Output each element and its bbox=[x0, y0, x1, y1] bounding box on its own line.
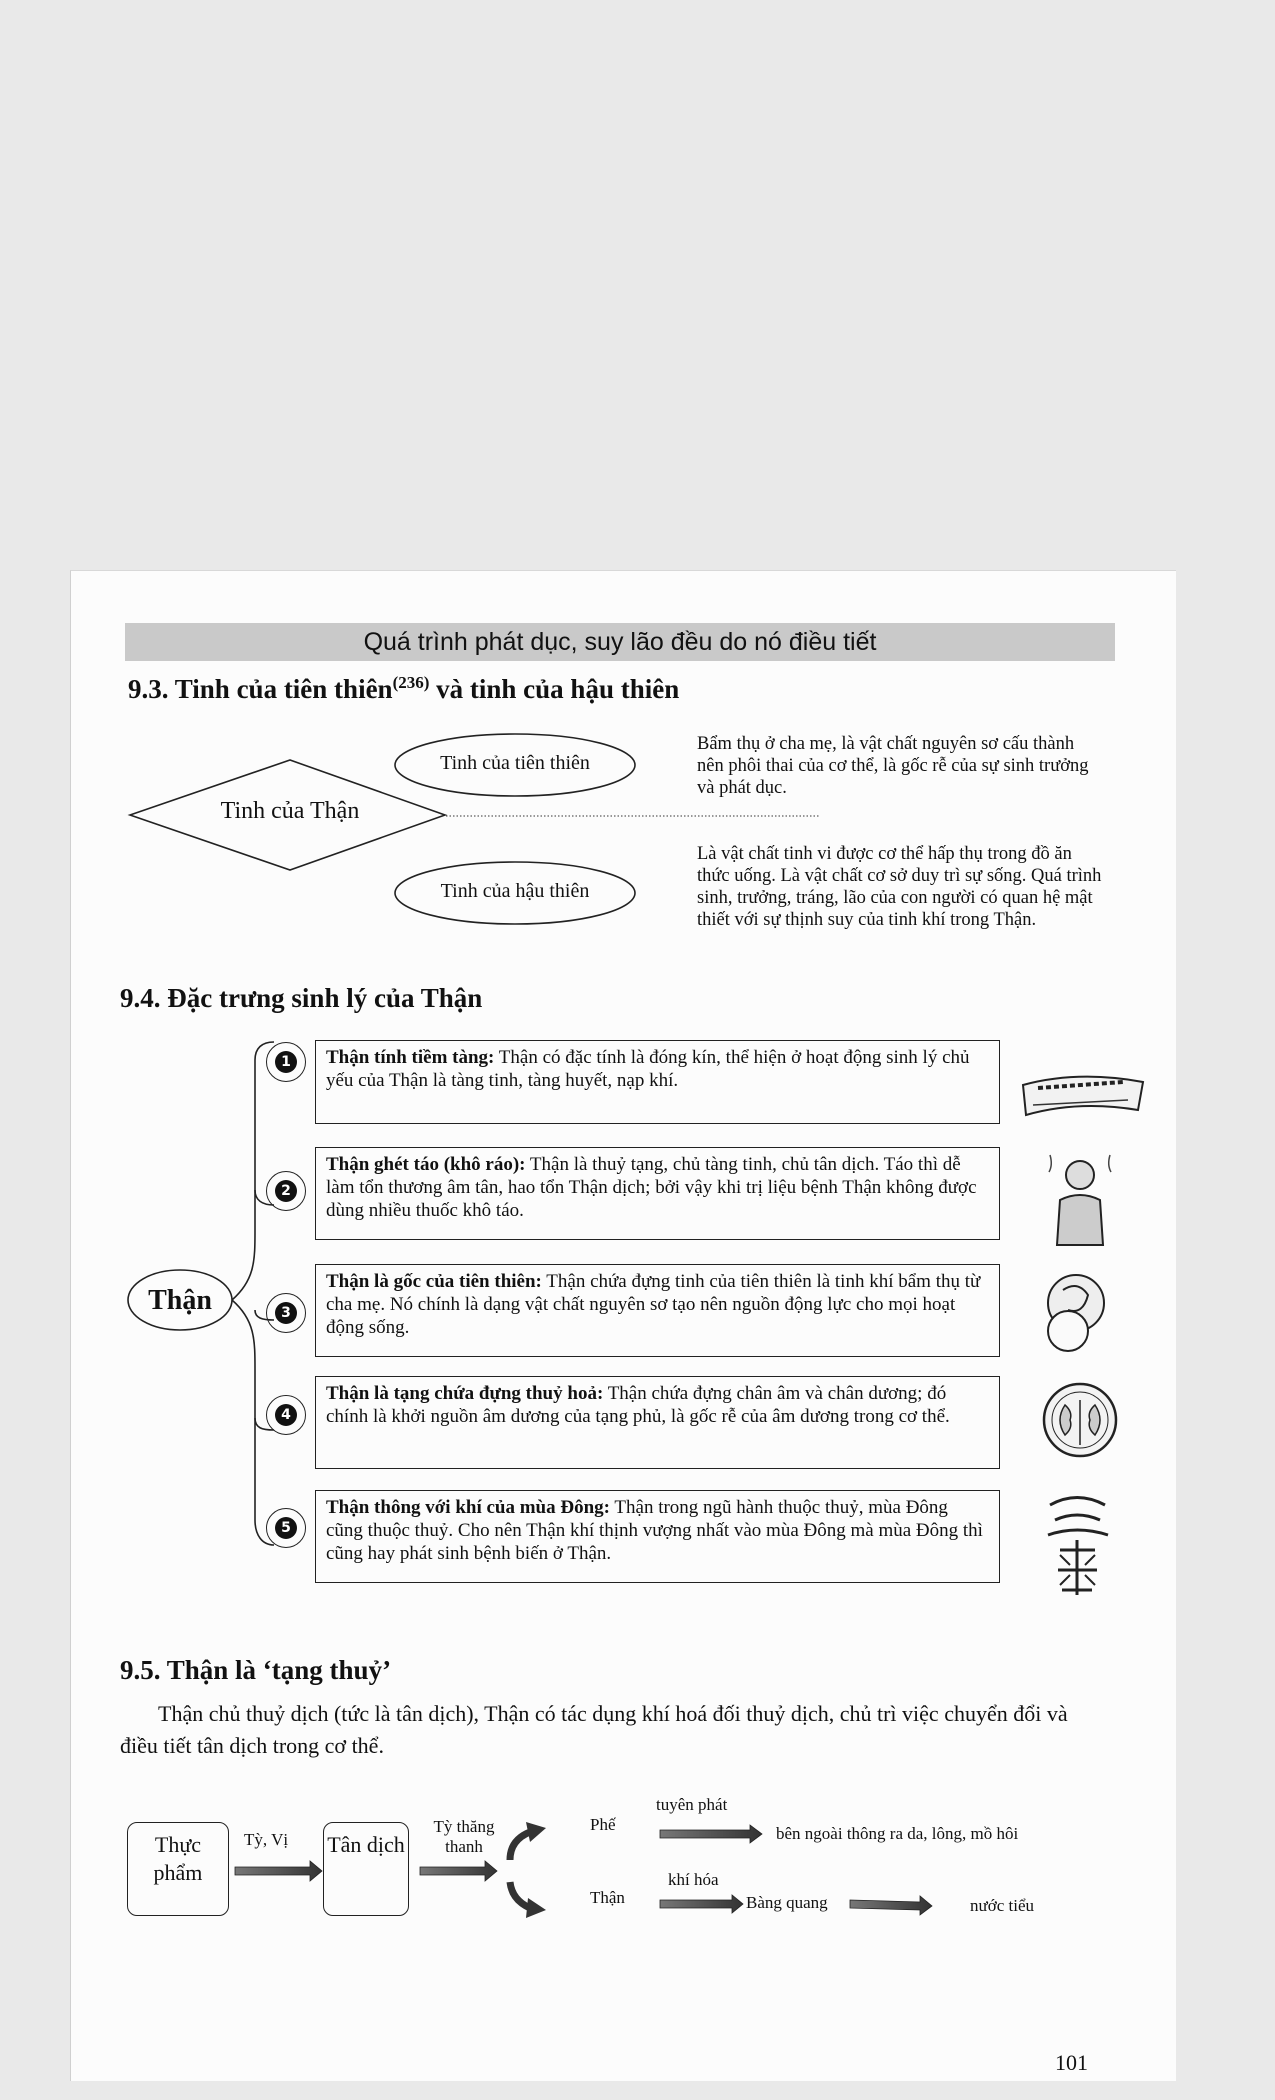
trait-box-5: Thận thông với khí của mùa Đông: Thận trong ngũ hành thuộc thuỷ, mùa Đông cũng thuộc thuỷ. Cho nên Thận khí thịnh vượng nhất vào mùa Đông mà mùa Đông thì cũng hay phát sinh bệnh biến ở Thận. bbox=[315, 1490, 1000, 1583]
number-badge-1: 1 bbox=[266, 1042, 306, 1082]
heading-9-3-main: 9.3. Tinh của tiên thiên bbox=[128, 674, 393, 704]
label-ben-ngoai: bên ngoài thông ra da, lông, mồ hôi bbox=[776, 1824, 1019, 1843]
flow-box-tan-dich: Tân dịch bbox=[323, 1822, 409, 1916]
heading-9-3-footnote: (236) bbox=[392, 673, 430, 692]
trait-box-4: Thận là tạng chứa đựng thuỷ hoả: Thận chứa đựng chân âm và chân dương; đó chính là khởi nguồn âm dương của tạng phủ, là gốc rễ của âm dương trong cơ thể. bbox=[315, 1376, 1000, 1469]
kidney-icon bbox=[1040, 1380, 1120, 1460]
ellipse-hau-thien-label: Tinh của hậu thiên bbox=[440, 880, 590, 902]
number-badge-3: 3 bbox=[266, 1293, 306, 1333]
label-khi-hoa: khí hóa bbox=[668, 1870, 719, 1889]
ellipse-tien-thien-label: Tinh của tiên thiên bbox=[440, 752, 590, 774]
section-9-5-paragraph: Thận chủ thuỷ dịch (tức là tân dịch), Thận có tác dụng khí hoá đối thuỷ dịch, chủ trì việc chuyển đổi và điều tiết tân dịch trong cơ thể. bbox=[120, 1701, 1068, 1758]
embryo-icon bbox=[1038, 1265, 1118, 1360]
label-than: Thận bbox=[590, 1888, 625, 1907]
page-number: 101 bbox=[1055, 2050, 1088, 2075]
trait-box-2: Thận ghét táo (khô ráo): Thận là thuỷ tạng, chủ tàng tinh, chủ tân dịch. Táo thì dễ làm tổn thương âm tân, hao tổn Thận dịch; bởi vậy khi trị liệu bệnh Thận không được dùng nhiều thuốc khô táo. bbox=[315, 1147, 1000, 1240]
root-label: Thận bbox=[148, 1285, 212, 1316]
section-banner: Quá trình phát dục, suy lão đều do nó điều tiết bbox=[125, 623, 1115, 661]
label-ty-thang-thanh: Tỳ thăng thanh bbox=[433, 1817, 495, 1856]
trait-box-1: Thận tính tiềm tàng: Thận có đặc tính là đóng kín, thể hiện ở hoạt động sinh lý chủ yếu của Thận là tàng tinh, tàng huyết, nạp khí. bbox=[315, 1040, 1000, 1124]
label-nuoc-tieu: nước tiểu bbox=[970, 1896, 1034, 1915]
desc-hau-thien: Là vật chất tinh vi được cơ thể hấp thụ trong đồ ăn thức uống. Là vật chất cơ sở duy trì sự sống. Quá trình sinh, trưởng, tráng, lão của con người có quan hệ mật thiết với sự thịnh suy của tinh khí trong Thận. bbox=[697, 844, 1102, 930]
number-badge-4: 4 bbox=[266, 1395, 306, 1435]
label-phe: Phế bbox=[590, 1815, 616, 1834]
flow-arrows bbox=[230, 1800, 1030, 1940]
number-badge-2: 2 bbox=[266, 1171, 306, 1211]
label-bang-quang: Bàng quang bbox=[746, 1893, 828, 1912]
flow-box-thuc-pham: Thực phẩm bbox=[127, 1822, 229, 1916]
trait-box-3: Thận là gốc của tiên thiên: Thận chứa đựng tinh của tiên thiên là tinh khí bẩm thụ từ cha mẹ. Nó chính là dạng vật chất nguyên sơ tạo nên nguồn động lực cho mọi hoạt động sống. bbox=[315, 1264, 1000, 1357]
diamond-label: Tinh của Thận bbox=[220, 798, 360, 824]
label-tuyen-phat: tuyên phát bbox=[656, 1795, 728, 1814]
heading-9-3-end: và tinh của hậu thiên bbox=[429, 674, 680, 704]
desc-tien-thien: Bẩm thụ ở cha mẹ, là vật chất nguyên sơ cấu thành nên phôi thai của cơ thể, là gốc rễ của sự sinh trưởng và phát dục. bbox=[697, 734, 1089, 798]
winter-icon bbox=[1040, 1490, 1115, 1605]
section-9-4-heading: 9.4. Đặc trưng sinh lý của Thận bbox=[120, 983, 483, 1013]
number-badge-5: 5 bbox=[266, 1508, 306, 1548]
person-icon bbox=[1045, 1150, 1115, 1260]
section-9-5-heading: 9.5. Thận là ‘tạng thuỷ’ bbox=[120, 1655, 392, 1685]
section-9-3-heading bbox=[128, 673, 679, 705]
scroll-icon bbox=[1018, 1070, 1148, 1125]
label-ty-vi: Tỳ, Vị bbox=[244, 1830, 289, 1849]
